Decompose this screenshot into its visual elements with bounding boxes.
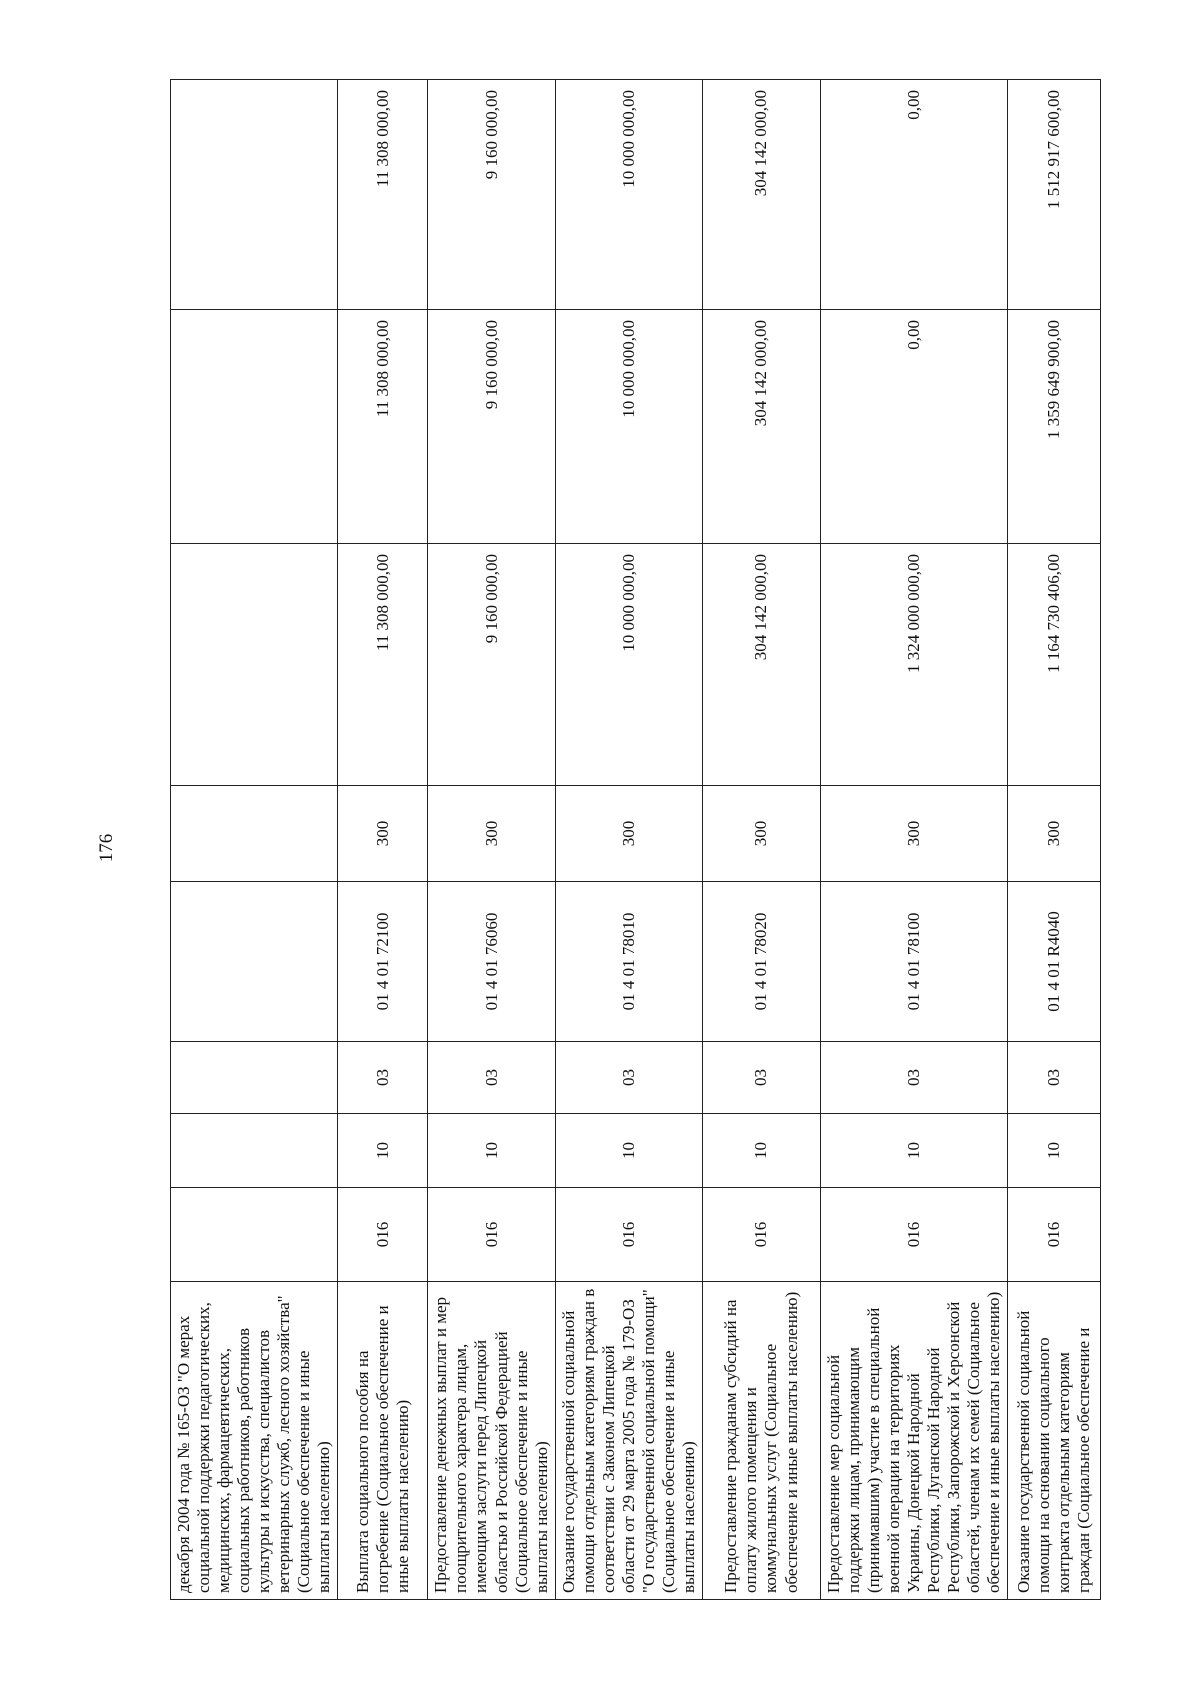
cell-section: [171, 1114, 338, 1188]
cell-amount-year-2: 9 160 000,00: [428, 310, 555, 544]
cell-amount-year-2: 11 308 000,00: [338, 310, 428, 544]
cell-amount-year-1: [171, 544, 338, 786]
table-body: [171, 80, 1101, 1600]
cell-amount-year-1: 1 324 000 000,00: [820, 544, 1007, 786]
table-row: [1008, 80, 1101, 1600]
cell-subsection: 03: [820, 1042, 1007, 1114]
cell-expense-type: 300: [702, 786, 820, 882]
cell-subsection: 03: [702, 1042, 820, 1114]
cell-ministry-code: 016: [1008, 1188, 1101, 1282]
table-row: [555, 80, 702, 1600]
cell-amount-year-3: 10 000 000,00: [555, 80, 702, 310]
cell-amount-year-1: 11 308 000,00: [338, 544, 428, 786]
cell-target-article: 01 4 01 78010: [555, 882, 702, 1042]
cell-section: 10: [428, 1114, 555, 1188]
row-description: Предоставление мер социальной поддержки лицам, принимающим (принимавшим) участие в специальной военной операции на территориях Украины, Донецкой Народной Республики, Луганской Народной Республики, Запорожской и Херсонской областей, членам их семей (Социальное обеспечение и иные выплаты населению): [820, 1282, 1007, 1600]
row-description: Оказание государственной социальной помощи на основании социального контракта отдельным категориям граждан (Социальное обеспечение и: [1008, 1282, 1101, 1600]
row-description: Предоставление денежных выплат и мер поощрительного характера лицам, имеющим заслуги перед Липецкой областью и Российской Федерацией (Социальное обеспечение и иные выплаты населению): [428, 1282, 555, 1600]
cell-amount-year-3: 11 308 000,00: [338, 80, 428, 310]
cell-amount-year-2: 10 000 000,00: [555, 310, 702, 544]
cell-target-article: 01 4 01 78020: [702, 882, 820, 1042]
row-description: декабря 2004 года № 165-ОЗ "О мерах социальной поддержки педагогических, медицинских, фармацевтических, социальных работников, работников культуры и искусства, специалистов ветеринарных служб, лесного хозяйства" (Социальное обеспечение и иные выплаты населению): [171, 1282, 338, 1600]
cell-amount-year-3: 9 160 000,00: [428, 80, 555, 310]
row-description: Выплата социального пособия на погребение (Социальное обеспечение и иные выплаты населению): [338, 1282, 428, 1600]
cell-ministry-code: 016: [820, 1188, 1007, 1282]
budget-table: [170, 79, 1101, 1600]
cell-ministry-code: 016: [555, 1188, 702, 1282]
row-description: Оказание государственной социальной помощи отдельным категориям граждан в соответствии с Законом Липецкой области от 29 марта 2005 года № 179-ОЗ "О государственной социальной помощи" (Социальное обеспечение и иные выплаты населению): [555, 1282, 702, 1600]
cell-amount-year-3: 304 142 000,00: [702, 80, 820, 310]
row-description: Предоставление гражданам субсидий на оплату жилого помещения и коммунальных услуг (Социальное обеспечение и иные выплаты населению): [702, 1282, 820, 1600]
cell-target-article: 01 4 01 78100: [820, 882, 1007, 1042]
table-row: [702, 80, 820, 1600]
table-row: [820, 80, 1007, 1600]
cell-target-article: 01 4 01 72100: [338, 882, 428, 1042]
cell-amount-year-2: 304 142 000,00: [702, 310, 820, 544]
cell-expense-type: 300: [820, 786, 1007, 882]
cell-subsection: [171, 1042, 338, 1114]
cell-subsection: 03: [428, 1042, 555, 1114]
cell-amount-year-2: 1 359 649 900,00: [1008, 310, 1101, 544]
table-row: [338, 80, 428, 1600]
cell-amount-year-1: 9 160 000,00: [428, 544, 555, 786]
cell-amount-year-1: 304 142 000,00: [702, 544, 820, 786]
cell-section: 10: [1008, 1114, 1101, 1188]
rotated-table-container: [170, 80, 1094, 1600]
cell-ministry-code: 016: [338, 1188, 428, 1282]
table-row: [171, 80, 338, 1600]
cell-amount-year-1: 10 000 000,00: [555, 544, 702, 786]
table-row: [428, 80, 555, 1600]
cell-target-article: [171, 882, 338, 1042]
cell-expense-type: 300: [338, 786, 428, 882]
cell-ministry-code: 016: [702, 1188, 820, 1282]
cell-target-article: 01 4 01 76060: [428, 882, 555, 1042]
page-number: 176: [96, 833, 117, 863]
cell-expense-type: 300: [428, 786, 555, 882]
cell-expense-type: 300: [555, 786, 702, 882]
cell-expense-type: [171, 786, 338, 882]
cell-section: 10: [820, 1114, 1007, 1188]
cell-subsection: 03: [338, 1042, 428, 1114]
cell-section: 10: [702, 1114, 820, 1188]
cell-amount-year-3: 1 512 917 600,00: [1008, 80, 1101, 310]
cell-section: 10: [555, 1114, 702, 1188]
cell-ministry-code: [171, 1188, 338, 1282]
cell-amount-year-1: 1 164 730 406,00: [1008, 544, 1101, 786]
cell-subsection: 03: [1008, 1042, 1101, 1114]
cell-section: 10: [338, 1114, 428, 1188]
cell-ministry-code: 016: [428, 1188, 555, 1282]
cell-amount-year-3: [171, 80, 338, 310]
cell-target-article: 01 4 01 R4040: [1008, 882, 1101, 1042]
cell-expense-type: 300: [1008, 786, 1101, 882]
cell-subsection: 03: [555, 1042, 702, 1114]
cell-amount-year-2: 0,00: [820, 310, 1007, 544]
cell-amount-year-3: 0,00: [820, 80, 1007, 310]
cell-amount-year-2: [171, 310, 338, 544]
